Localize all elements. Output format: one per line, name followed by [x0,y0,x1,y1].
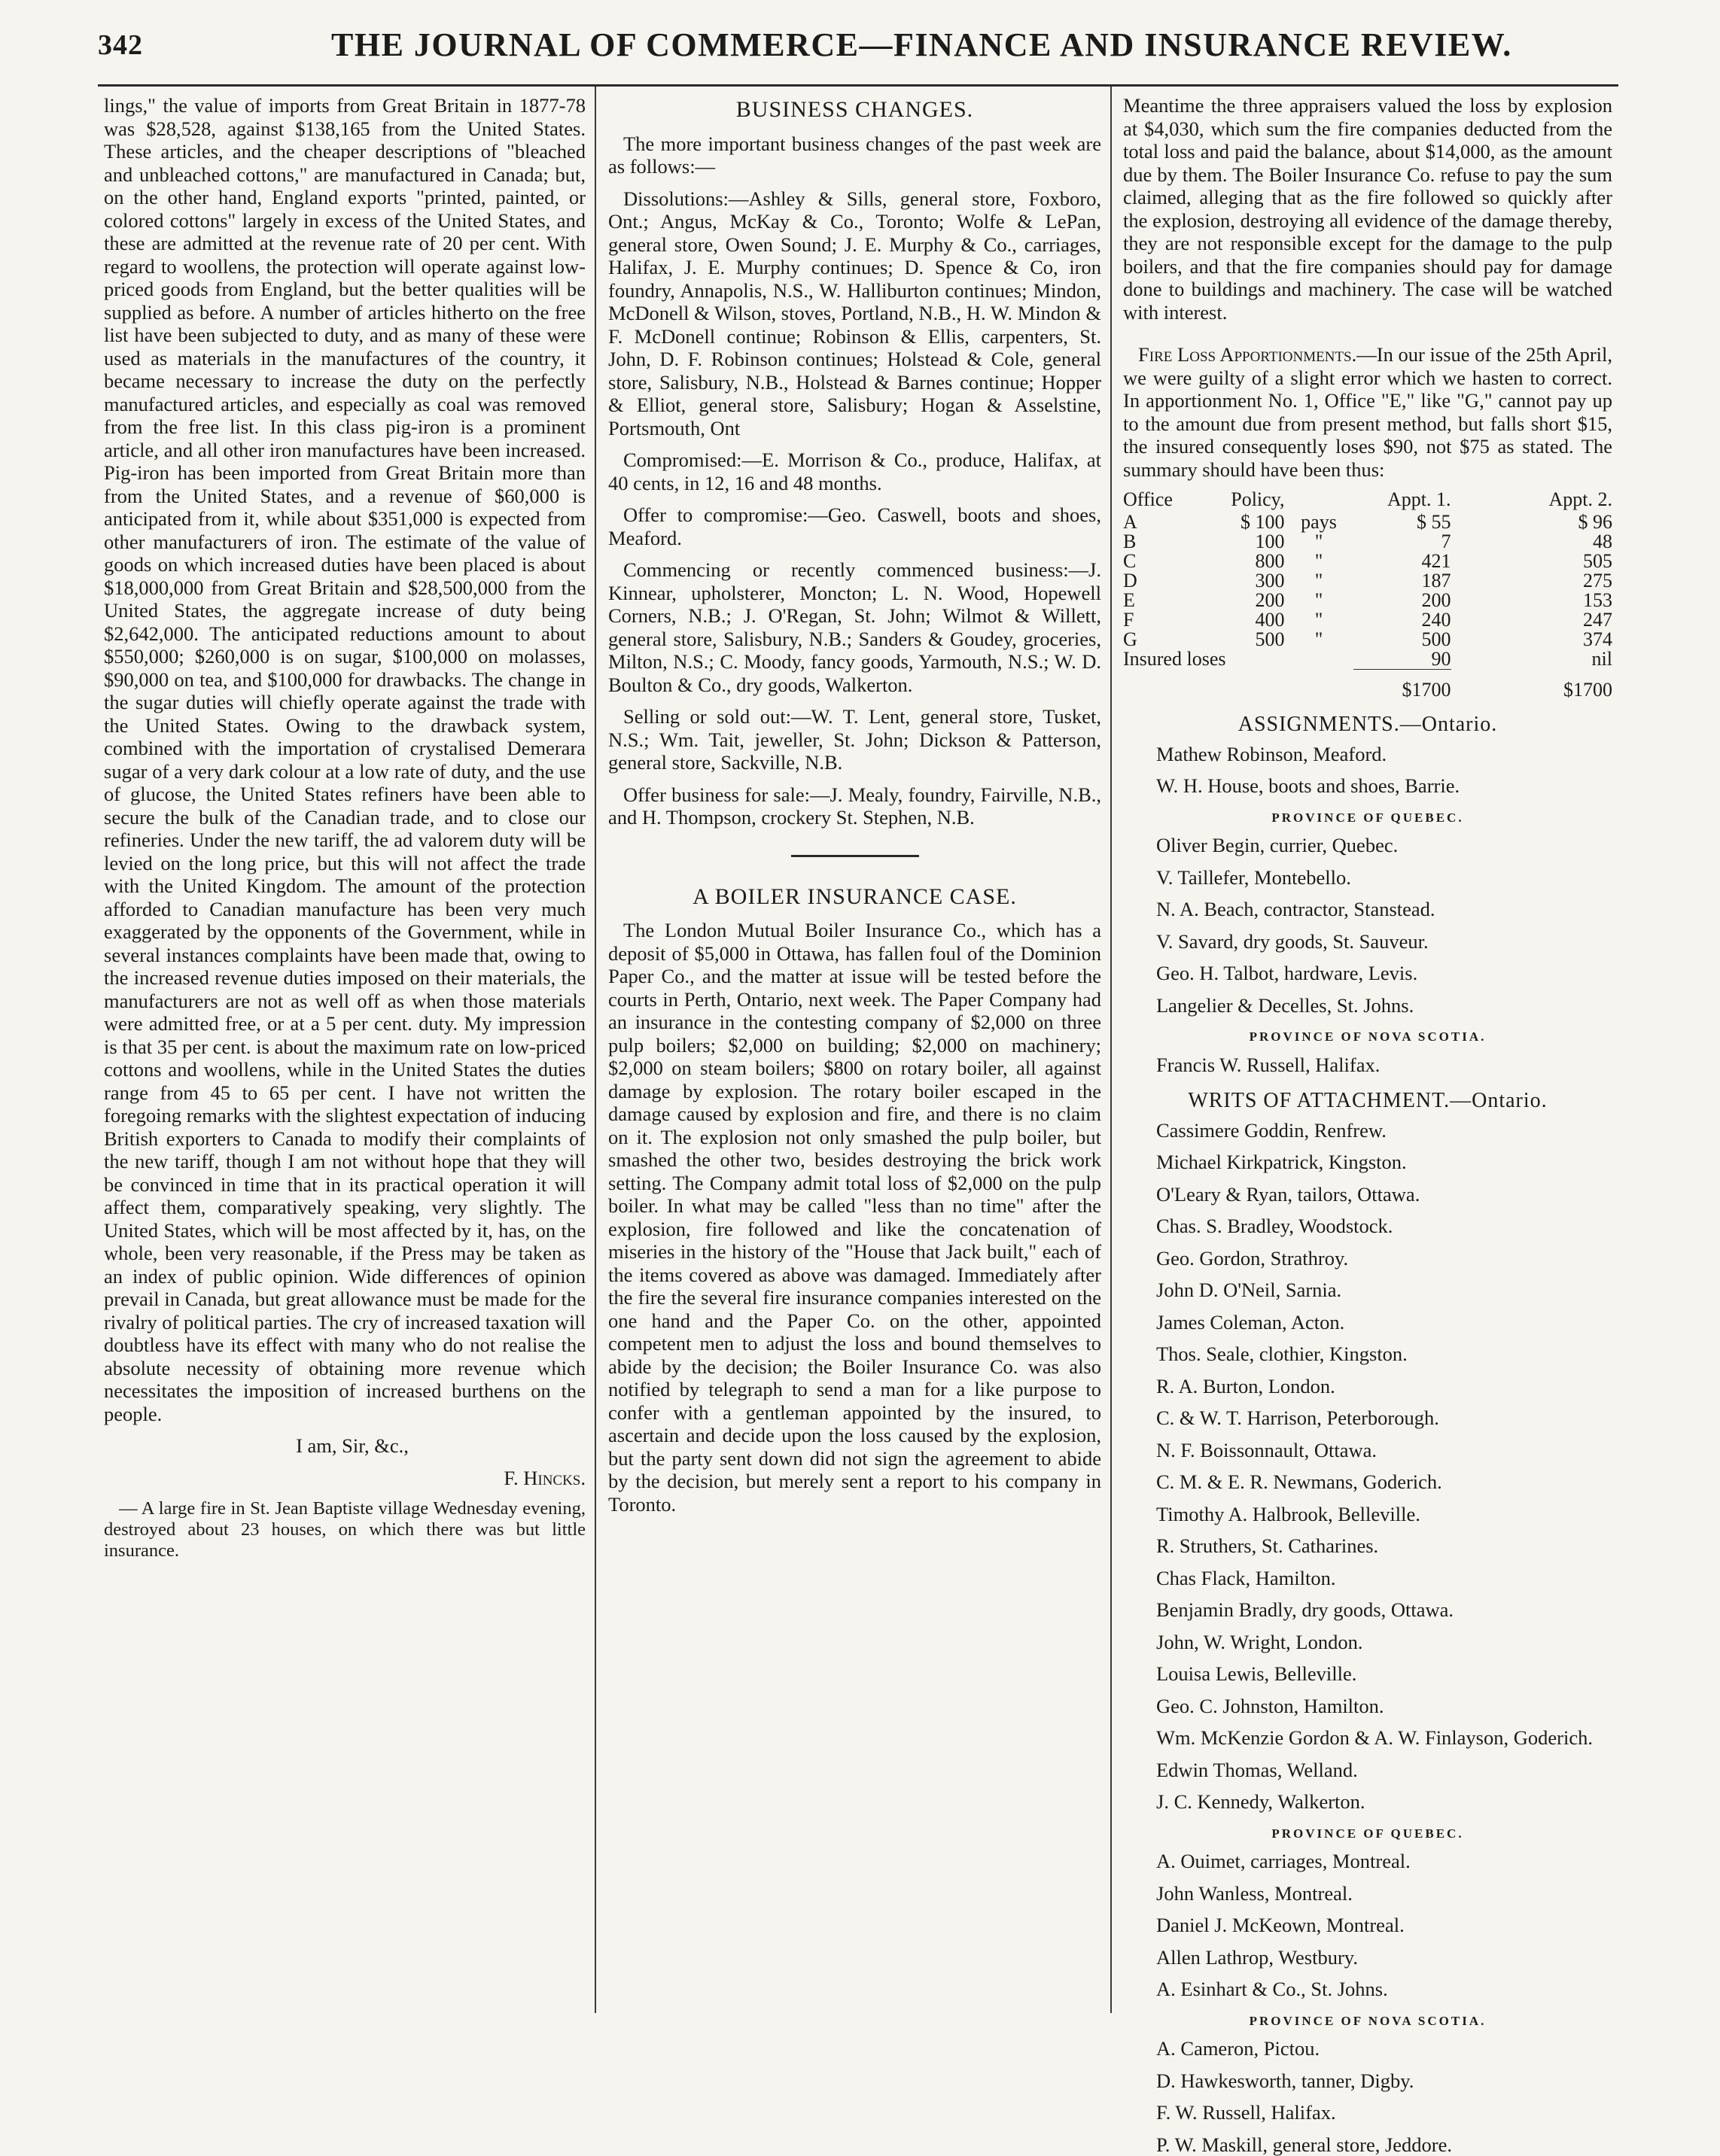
writs-quebec-list [1123,1850,1612,2001]
table-cell: $ 55 [1353,512,1451,532]
table-header-cell: Policy, [1201,490,1285,512]
list-item: D. Hawkesworth, tanner, Digby. [1123,2069,1612,2093]
boiler-case-title: A BOILER INSURANCE CASE. [608,886,1101,909]
table-cell: 240 [1353,610,1451,630]
table-header-cell: Appt. 1. [1353,490,1451,512]
apportionment-table [1123,490,1612,700]
table-cell: 200 [1353,591,1451,610]
table-cell: " [1285,571,1353,591]
table-header-cell [1285,490,1353,512]
list-item: W. H. House, boots and shoes, Barrie. [1123,774,1612,798]
table-cell: 800 [1201,552,1285,571]
table-cell: 187 [1353,571,1451,591]
list-item: Timothy A. Halbrook, Belleville. [1123,1503,1612,1526]
business-changes-intro: The more important business changes of the past week are as follows:— [608,132,1101,178]
list-item: Louisa Lewis, Belleville. [1123,1662,1612,1686]
list-item: J. C. Kennedy, Walkerton. [1123,1790,1612,1814]
list-item: Geo. H. Talbot, hardware, Levis. [1123,962,1612,985]
list-item: Daniel J. McKeown, Montreal. [1123,1914,1612,1937]
selling-paragraph: Selling or sold out:—W. T. Lent, general store, Tusket, N.S.; Wm. Tait, jeweller, St. John; Dickson & Patterson, general store, Sackville, N.B. [608,705,1101,774]
header-rule [98,84,1618,87]
offer-sale-paragraph: Offer business for sale:—J. Mealy, foundry, Fairville, N.B., and H. Thompson, crockery St. Stephen, N.B. [608,783,1101,829]
column-notices [1123,94,1612,2009]
table-header-cell: Appt. 2. [1451,490,1613,512]
boiler-case-continued: Meantime the three appraisers valued the loss by explosion at $4,030, which sum the fire companies deducted from the total loss and paid the balance, about $14,000, as the amount due by them. The Boiler Insurance Co. refuse to pay the sum claimed, alleging that as the fire followed so quickly after the explosion, destroying all evidence of the damage thereby, they are not responsible except for the damage to the pulp boilers, and that the fire companies should pay for damage done to buildings and machinery. The case will be watched with interest. [1123,94,1612,324]
list-item: Mathew Robinson, Meaford. [1123,743,1612,766]
running-title: THE JOURNAL OF COMMERCE—FINANCE AND INSURANCE REVIEW. [331,26,1512,64]
table-cell: " [1285,552,1353,571]
total-appt1: $1700 [1353,670,1451,701]
total-spacer [1123,670,1353,701]
assignments-nova-scotia-list [1123,1054,1612,1077]
table-cell: 7 [1353,532,1451,552]
list-item: Benjamin Bradly, dry goods, Ottawa. [1123,1598,1612,1622]
business-changes-title: BUSINESS CHANGES. [608,99,1101,122]
insured-loses-appt2: nil [1451,649,1613,670]
writs-title: WRITS OF ATTACHMENT.—Ontario. [1123,1090,1612,1113]
assignments-title: ASSIGNMENTS.—Ontario. [1123,713,1612,737]
fire-loss-text: —In our issue of the 25th April, we were guilty of a slight error which we hasten to correct. In apportionment No. 1, Office "E," like "G," cannot pay up to the amount due from present method, but falls short $15, the insured consequently loses $90, not $75 as stated. The summary should have been thus: [1123,343,1612,481]
writs-quebec-heading: PROVINCE OF QUEBEC. [1123,1823,1612,1846]
list-item: P. W. Maskill, general store, Jeddore. [1123,2133,1612,2156]
column-letter-continued [104,94,586,2009]
list-item: Thos. Seale, clothier, Kingston. [1123,1343,1612,1366]
section-divider [791,855,919,857]
table-cell: B [1123,532,1201,552]
insured-loses-label: Insured loses [1123,649,1353,670]
table-cell: 374 [1451,630,1613,649]
list-item: John, W. Wright, London. [1123,1631,1612,1654]
list-item: C. & W. T. Harrison, Peterborough. [1123,1406,1612,1430]
letter-paragraph: lings," the value of imports from Great Britain in 1877-78 was $28,528, against $138,165 from the United States. These articles, and the cheaper descriptions of "bleached and unbleached cottons," are manufactured in Canada; but, on the other hand, England exports "printed, painted, or colored cottons" largely in excess of the United States, and these are admitted at the revenue rate of 20 per cent. With regard to woollens, the protection will operate against low-priced goods from England, but the better qualities will be supplied as before. A number of articles hitherto on the free list have been subjected to duty, and as many of these were used as materials in the manufactures of the country, it became necessary to increase the duty on the perfectly manufactured articles, and especially as coal was removed from the free list. In this class pig-iron is a prominent article, and all other iron manufactures have been increased. Pig-iron has been imported from Great Britain more than from the United States, and a revenue of $60,000 is anticipated from it, while about $351,000 is expected from other manufacturers of iron. The estimate of the value of goods on which increased duties have been placed is about $18,000,000 from Great Britain and $28,500,000 from the United States, the aggregate increase of duty being $2,642,000. The anticipated reductions amount to about $550,000; $260,000 is on sugar, $100,000 on molasses, $90,000 on tea, and $100,000 for drawbacks. The change in the sugar duties will chiefly operate against the trade with the United States. Owing to the drawback system, combined with the importation of crystalised Demerara sugar of a very dark colour at a low rate of duty, and the use of glucose, the United States refiners have been able to secure the bulk of the Canadian trade, and to close our refineries. Under the new tariff, the ad valorem duty will be levied on the long price, but this will not affect the trade with the United Kingdom. The amount of the protection afforded to Canadian manufacture has been very much exaggerated by the opponents of the Government, while in several instances complaints have been made that, owing to the increased revenue duties imposed on their materials, the manufacturers are not as well off as when those materials were admitted free, or at a 5 per cent. duty. My impression is that 35 per cent. is about the maximum rate on low-priced cottons and woollens, while in the United States the duties range from 45 to 65 per cent. I have not written the foregoing remarks with the slightest expectation of inducing British exporters to Canada to modify their complaints of the new tariff, though I am not without hope that they will be convinced in time that in its practical operation it will affect them, comparatively speaking, very slightly. The United States, which will be most affected by it, has, on the whole, been very reasonable, if the Press may be taken as an index of public opinion. Wide differences of opinion prevail in Canada, but great allowance must be made for the rivalry of political parties. The cry of increased taxation will doubtless have its effect with many who do not realise the absolute necessity of obtaining more revenue which necessitates the imposition of increased burthens on the people. [104,94,586,1425]
list-item: A. Esinhart & Co., St. Johns. [1123,1978,1612,2001]
list-item: N. F. Boissonnault, Ottawa. [1123,1439,1612,1462]
list-item: Michael Kirkpatrick, Kingston. [1123,1151,1612,1174]
list-item: F. W. Russell, Halifax. [1123,2101,1612,2124]
list-item: Chas. S. Bradley, Woodstock. [1123,1215,1612,1238]
writs-ontario-list [1123,1119,1612,1814]
table-row [1123,512,1612,532]
table-cell: 48 [1451,532,1613,552]
table-row [1123,532,1612,552]
list-item: John D. O'Neil, Sarnia. [1123,1279,1612,1302]
list-item: C. M. & E. R. Newmans, Goderich. [1123,1470,1612,1494]
table-cell: 300 [1201,571,1285,591]
table-cell: 400 [1201,610,1285,630]
table-cell: $ 96 [1451,512,1613,532]
table-cell: F [1123,610,1201,630]
table-cell: 500 [1353,630,1451,649]
list-item: A. Ouimet, carriages, Montreal. [1123,1850,1612,1873]
table-cell: C [1123,552,1201,571]
list-item: Geo. Gordon, Strathroy. [1123,1247,1612,1270]
table-cell: E [1123,591,1201,610]
list-item: Edwin Thomas, Welland. [1123,1759,1612,1782]
table-cell: 500 [1201,630,1285,649]
list-item: Chas Flack, Hamilton. [1123,1567,1612,1590]
table-header-cell: Office [1123,490,1201,512]
insured-loses-appt1: 90 [1353,649,1451,670]
list-item: Allen Lathrop, Westbury. [1123,1946,1612,1969]
compromised-paragraph: Compromised:—E. Morrison & Co., produce, Halifax, at 40 cents, in 12, 16 and 48 months. [608,449,1101,494]
list-item: N. A. Beach, contractor, Stanstead. [1123,898,1612,921]
letter-signature: F. Hincks. [104,1467,586,1490]
table-cell: 100 [1201,532,1285,552]
table-cell: 275 [1451,571,1613,591]
table-cell: " [1285,532,1353,552]
list-item: A. Cameron, Pictou. [1123,2037,1612,2060]
table-cell: 505 [1451,552,1613,571]
table-row [1123,591,1612,610]
list-item: O'Leary & Ryan, tailors, Ottawa. [1123,1183,1612,1206]
list-item: James Coleman, Acton. [1123,1311,1612,1334]
table-cell: D [1123,571,1201,591]
table-cell: pays [1285,512,1353,532]
list-item: R. Struthers, St. Catharines. [1123,1534,1612,1558]
table-cell: A [1123,512,1201,532]
table-cell: " [1285,630,1353,649]
page-header [90,15,1618,87]
assignments-quebec-heading: PROVINCE OF QUEBEC. [1123,807,1612,830]
list-item: Cassimere Goddin, Renfrew. [1123,1119,1612,1142]
table-cell: 247 [1451,610,1613,630]
boiler-case-paragraph: The London Mutual Boiler Insurance Co., which has a deposit of $5,000 in Ottawa, has fallen foul of the Dominion Paper Co., and the matter at issue will be tested before the courts in Perth, Ontario, next week. The Paper Company had an insurance in the contesting company of $2,000 on three pulp boilers; $2,000 on building; $2,000 on machinery; $2,000 on steam boilers; $800 on rotary boiler, all against damage by explosion. The rotary boiler escaped in the damage caused by explosion and fire, and there is no claim on it. The explosion not only smashed the pulp boiler, but smashed the other two, besides destroying the brick work setting. The Company admit total loss of $2,000 on the pulp boiler. In what may be called "less than no time" after the explosion, fire followed and like the concatenation of miseries in the history of the "House that Jack built," each of the items covered as above was damaged. Immediately after the fire the several fire insurance companies interested on the one hand and the Paper Co. on the other, appointed competent men to adjust the loss and bound themselves to abide by the decision; the Boiler Insurance Co. was also notified by telegraph to send a man for a like purpose to confer with a gentleman appointed by the insured, to ascertain and decide upon the loss caused by the explosion, but the party sent down did not sign the agreement to abide by the decision, but merely sent a report to his company in Toronto. [608,919,1101,1516]
list-item: Geo. C. Johnston, Hamilton. [1123,1695,1612,1718]
insured-loses-row [1123,649,1612,670]
assignments-quebec-list [1123,834,1612,1017]
table-row [1123,571,1612,591]
column-rule-2 [1110,87,1112,2013]
list-item: Francis W. Russell, Halifax. [1123,1054,1612,1077]
list-item: Wm. McKenzie Gordon & A. W. Finlayson, Goderich. [1123,1726,1612,1750]
list-item: John Wanless, Montreal. [1123,1882,1612,1905]
letter-signoff: I am, Sir, &c., [104,1434,586,1458]
dissolutions-paragraph: Dissolutions:—Ashley & Sills, general store, Foxboro, Ont.; Angus, McKay & Co., Toronto; Wolfe & LePan, general store, Owen Sound; J. E. Murphy & Co., carriages, Halifax, J. E. Murphy continues; D. Spence & Co, iron foundry, Annapolis, N.S., W. Halliburton continues; Mindon, McDonell & Wilson, stoves, Portland, N.B., H. W. Mindon & F. McDonell continue; Robinson & Ellis, carpenters, St. John, D. F. Robinson continues; Holstead & Cole, general store, Salisbury, N.B., Holstead & Barnes continue; Hopper & Elliot, general store, Salisbury; Hogan & Asselstine, Portsmouth, Ont [608,187,1101,440]
page-number: 342 [98,29,143,62]
assignments-nova-scotia-heading: PROVINCE OF NOVA SCOTIA. [1123,1026,1612,1049]
list-item: V. Taillefer, Montebello. [1123,866,1612,889]
list-item: Langelier & Decelles, St. Johns. [1123,994,1612,1017]
table-cell: 421 [1353,552,1451,571]
table-cell: " [1285,591,1353,610]
writs-nova-scotia-heading: PROVINCE OF NOVA SCOTIA. [1123,2010,1612,2033]
column-rule-1 [595,87,596,2013]
table-cell: 153 [1451,591,1613,610]
list-item: R. A. Burton, London. [1123,1375,1612,1398]
writs-nova-scotia-list [1123,2037,1612,2156]
table-cell: 200 [1201,591,1285,610]
commencing-paragraph: Commencing or recently commenced business:—J. Kinnear, upholsterer, Moncton; L. N. Wood, Hopewell Corners, N.B.; J. O'Regan, St. John; Wilmot & Willett, general store, Salisbury, N.B.; Sanders & Goudey, groceries, Milton, N.S.; C. Moody, fancy goods, Yarmouth, N.S.; W. D. Boulton & Co., dry goods, Walkerton. [608,558,1101,696]
list-item: Oliver Begin, currier, Quebec. [1123,834,1612,857]
offer-compromise-paragraph: Offer to compromise:—Geo. Caswell, boots and shoes, Meaford. [608,503,1101,549]
list-item: V. Savard, dry goods, St. Sauveur. [1123,930,1612,953]
assignments-ontario-list [1123,743,1612,798]
table-header-row [1123,490,1612,512]
table-cell: G [1123,630,1201,649]
fire-note: — A large fire in St. Jean Baptiste village Wednesday evening, destroyed about 23 houses, on which there was but little insurance. [104,1498,586,1562]
column-business-and-boiler [608,94,1101,2009]
table-cell: " [1285,610,1353,630]
table-row [1123,630,1612,649]
table-row [1123,610,1612,630]
fire-loss-paragraph [1123,343,1612,481]
total-appt2: $1700 [1451,670,1613,701]
total-row [1123,670,1612,701]
table-row [1123,552,1612,571]
table-cell: $ 100 [1201,512,1285,532]
fire-loss-lead: Fire Loss Apportionments. [1138,343,1356,366]
